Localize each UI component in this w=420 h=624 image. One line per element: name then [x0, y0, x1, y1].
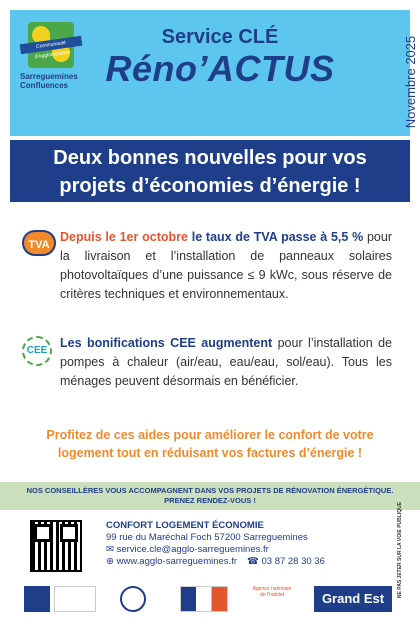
side-note: NE PAS JETER SUR LA VOIE PUBLIQUE	[397, 501, 403, 599]
cee-section	[22, 334, 392, 391]
tva-icon: TVA	[22, 230, 56, 258]
cee-body: pour l’installation de pompes à chaleur (air/eau, eau/eau, sol/eau). Tous les ménages peuvent désormais en bénéficier.	[60, 336, 392, 388]
header	[10, 10, 418, 136]
tva-highlight: Depuis le 1er octobre	[60, 230, 188, 244]
logo-banner: Communauté d'Agglomération	[20, 36, 83, 55]
headline-banner	[10, 140, 410, 202]
email-icon: ✉	[106, 544, 117, 555]
advisor-line-1: NOS CONSEILLÈRES VOUS ACCOMPAGNENT DANS VOS PROJETS DE RÉNOVATION ÉNERGÉTIQUE.	[26, 486, 394, 495]
tva-lead: le taux de TVA passe à 5,5 %	[191, 230, 364, 244]
cee-text	[60, 334, 392, 391]
contact-address: 99 rue du Maréchal Foch 57200 Sarreguemines	[106, 532, 308, 543]
advisor-band	[0, 482, 420, 510]
issue-date: Novembre 2025	[403, 35, 418, 129]
contact-email[interactable]: service.cle@agglo-sarreguemines.fr	[116, 544, 269, 555]
headline-line-2: projets d’économies d’énergie !	[59, 175, 361, 197]
tva-text	[60, 228, 392, 304]
republique-logo	[24, 586, 50, 612]
service-name: Service CLÉ	[161, 26, 279, 48]
cee-icon: CEE	[22, 336, 56, 364]
tva-section	[22, 228, 392, 304]
callout	[22, 426, 398, 462]
callout-line-1: Profitez de ces aides pour améliorer le confort de votre	[46, 428, 374, 442]
contact-block	[106, 520, 376, 568]
contact-phone[interactable]: 03 87 28 30 36	[261, 556, 325, 567]
globe-icon: ⊕	[106, 556, 117, 567]
phone-icon: ☎	[247, 556, 262, 567]
advisor-line-2: PRENEZ RENDEZ-VOUS !	[164, 496, 256, 505]
callout-line-2: logement tout en réduisant vos factures d’énergie !	[57, 446, 363, 460]
cee-lead: Les bonifications CEE augmentent	[60, 336, 273, 350]
headline-line-1: Deux bonnes nouvelles pour vos	[53, 147, 367, 169]
contact-web-row	[106, 556, 376, 568]
contact-website[interactable]: www.agglo-sarreguemines.fr	[116, 556, 237, 567]
tva-body: pour la livraison et l’installation de panneaux solaires photovoltaïques d’une puissance ≤ 9 kWc, sous réserve de critères techniques et environnementaux.	[60, 230, 393, 301]
partner-logos	[24, 586, 404, 616]
qr-code[interactable]	[30, 520, 82, 572]
contact-name: CONFORT LOGEMENT ÉCONOMIE	[106, 520, 264, 531]
anah-logo: Agence nationale de l'habitat	[252, 586, 292, 598]
logo-text: Sarreguemines Confluences	[20, 72, 78, 90]
page-title: Réno’ACTUS	[105, 48, 335, 89]
france-renov-logo	[54, 586, 96, 612]
region-grand-est-logo: Grand Est	[314, 586, 392, 612]
contact-email-row	[106, 544, 376, 556]
seal-logo	[120, 586, 146, 612]
prefet-logo	[180, 586, 228, 612]
